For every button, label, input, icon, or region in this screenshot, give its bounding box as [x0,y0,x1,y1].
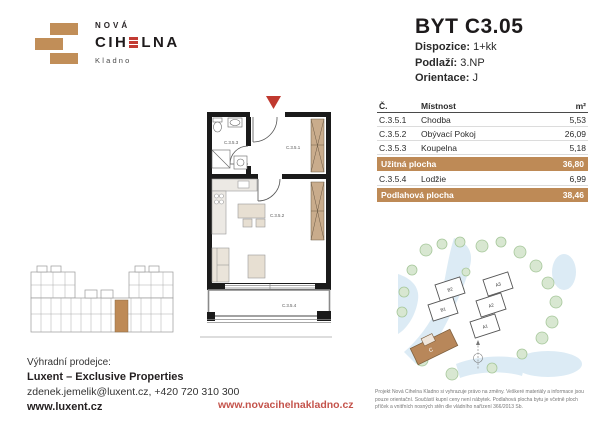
table-row: C.3.5.1 Chodba 5,53 [377,113,588,127]
logo-word-cihelna [95,34,180,51]
entrance-marker-icon [266,96,281,109]
svg-text:C: C [428,346,435,355]
logo-name-part1: CIH [95,34,129,51]
brick-icon [50,53,78,64]
chair [256,219,265,227]
seller-email-link[interactable]: zdenek.jemelik@luxent.cz, [27,386,152,398]
chair [243,219,252,227]
logo-letter-e-bars-icon [129,37,138,48]
spec-orientace: Orientace: J [415,72,478,84]
svg-text:B1: B1 [439,306,447,313]
side-table [248,255,265,278]
table-row: C.3.5.3 Koupelna 5,18 [377,141,588,155]
table-row: C.3.5.4 Lodžie 6,99 [377,172,588,186]
svg-text:A1: A1 [481,323,489,330]
brand-logo [35,13,215,75]
spec-dispozice: Dispozice: 1+kk [415,41,497,53]
brick-icon [50,23,78,35]
site-plan [396,236,594,388]
living-room-window [225,284,315,289]
dining-table [238,204,265,218]
room-label-living: C.3.5.2 [270,213,285,218]
toilet-icon [213,118,222,122]
usable-area-row: Užitná plocha 36,80 [377,157,588,171]
project-url-link[interactable]: www.novacihelnakladno.cz [218,399,354,411]
seller-contact-block [27,357,239,413]
spec-podlazi: Podlaží: 3.NP [415,56,485,69]
logo-text [95,21,180,65]
building-a1 [470,314,500,338]
brick-icon [35,38,63,50]
entrance-door [253,117,277,142]
logo-name-part2: LNA [141,34,180,51]
seller-url-link[interactable]: www.luxent.cz [27,401,103,413]
svg-text:A3: A3 [494,281,502,288]
svg-text:B2: B2 [446,286,454,293]
built-in-wardrobe [311,119,324,240]
room-label-hall: C.3.5.1 [286,145,301,150]
living-room-door [258,179,280,201]
building-outline [31,266,173,332]
loggia [200,290,332,337]
room-label-loggia: C.3.5.4 [282,303,297,308]
floor-area-row: Podlahová plocha 38,46 [377,188,588,202]
kitchen-sink-icon [238,181,249,188]
toilet-icon [214,122,222,132]
table-row: C.3.5.2 Obývací Pokoj 26,09 [377,127,588,141]
unit-floorplan [198,86,334,348]
seller-contact-line [27,386,239,398]
seller-name: Luxent – Exclusive Properties [27,371,184,383]
building-b1 [428,297,458,321]
seller-phone: +420 720 310 300 [154,386,240,398]
svg-text:A2: A2 [487,302,495,309]
unit-title: BYT C3.05 [415,15,524,38]
room-table [377,99,588,203]
floor-overview-plan [27,256,177,352]
seller-label: Výhradní prodejce: [27,357,111,368]
room-label-bath: C.3.5.3 [224,140,239,145]
table-header-row: Č. Místnost m² [377,99,588,113]
site-buildings [409,272,513,365]
highlighted-unit [115,300,128,332]
unit-header [415,15,523,86]
building-a2 [476,293,506,317]
logo-word-nova: NOVÁ [95,21,131,30]
logo-city: Kladno [95,56,132,65]
building-a3 [483,272,513,296]
legal-disclaimer: Projekt Nová Cihelna Kladno si vyhrazuje právo na změny. Veškeré materiály a informace jsou pouze orientační. Součástí kupní ceny není nábytek. Podlahová plocha bytu je včetně ploch příček a vnitřních nosných stěn dle vládního nařízení 366/2013 Sb. [375,389,584,410]
